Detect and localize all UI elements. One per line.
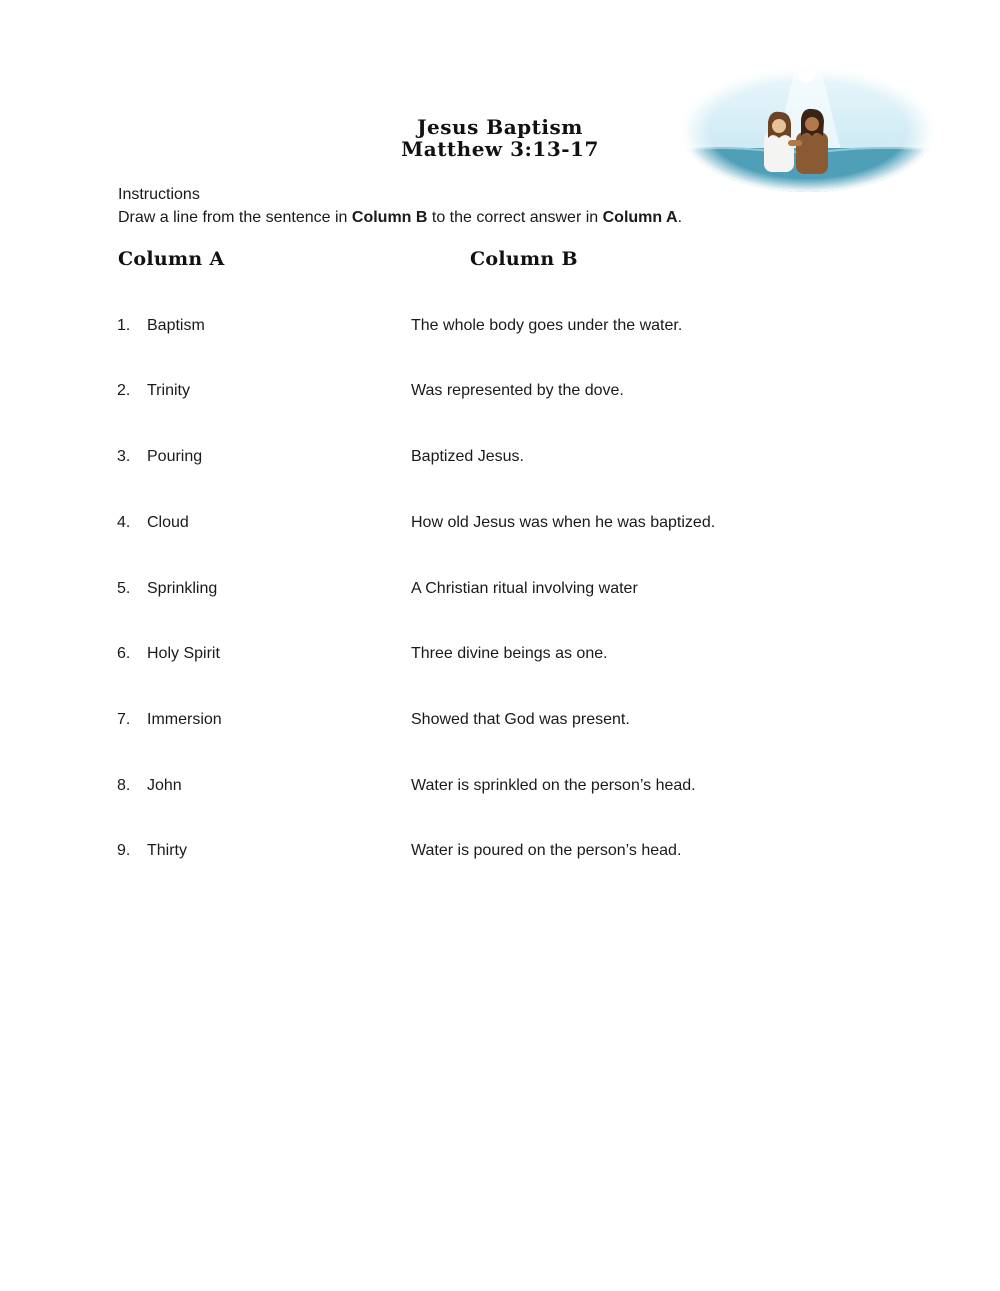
item-number: 6. <box>117 645 131 662</box>
item-number: 9. <box>117 842 131 859</box>
list-item <box>0 379 1000 403</box>
column-b-definition: How old Jesus was when he was baptized. <box>411 514 716 531</box>
column-b-definition: The whole body goes under the water. <box>411 317 683 334</box>
column-a-term: Trinity <box>147 382 190 399</box>
list-item <box>0 445 1000 469</box>
instructions-heading: Instructions <box>118 186 200 203</box>
item-number: 1. <box>117 317 131 334</box>
column-a-term: Holy Spirit <box>147 645 220 662</box>
column-b-definition: A Christian ritual involving water <box>411 580 638 597</box>
column-b-definition: Three divine beings as one. <box>411 645 608 662</box>
item-number: 7. <box>117 711 131 728</box>
item-number: 4. <box>117 514 131 531</box>
title-line-2: Matthew 3:13-17 <box>401 137 599 161</box>
column-b-definition: Water is poured on the person’s head. <box>411 842 682 859</box>
instructions-text-part2: to the correct answer in <box>427 209 603 226</box>
column-a-term: Thirty <box>147 842 187 859</box>
list-item <box>0 511 1000 535</box>
column-a-term: John <box>147 777 182 794</box>
list-item <box>0 708 1000 732</box>
instructions-text-part1: Draw a line from the sentence in <box>118 209 352 226</box>
title-line-1: Jesus Baptism <box>417 115 583 139</box>
page-title <box>300 116 700 160</box>
column-a-term: Sprinkling <box>147 580 218 597</box>
column-a-term: Cloud <box>147 514 189 531</box>
column-b-definition: Water is sprinkled on the person’s head. <box>411 777 696 794</box>
column-b-definition: Baptized Jesus. <box>411 448 524 465</box>
column-b-header: Column B <box>470 248 578 270</box>
baptism-scene-illustration <box>680 66 936 194</box>
instructions-column-a: Column A <box>602 209 678 226</box>
instructions-column-b: Column B <box>351 209 428 226</box>
list-item <box>0 642 1000 666</box>
item-number: 3. <box>117 448 131 465</box>
list-item <box>0 839 1000 863</box>
list-item <box>0 314 1000 338</box>
instructions-block <box>118 183 682 229</box>
column-a-term: Immersion <box>147 711 222 728</box>
item-number: 5. <box>117 580 131 597</box>
column-a-header: Column A <box>118 248 225 270</box>
instructions-text <box>118 206 682 229</box>
item-number: 2. <box>117 382 131 399</box>
instructions-text-part3: . <box>677 209 683 226</box>
column-a-term: Pouring <box>147 448 203 465</box>
item-number: 8. <box>117 777 131 794</box>
column-b-definition: Showed that God was present. <box>411 711 630 728</box>
list-item <box>0 774 1000 798</box>
column-b-definition: Was represented by the dove. <box>411 382 624 399</box>
list-item <box>0 577 1000 601</box>
column-a-term: Baptism <box>147 317 205 334</box>
